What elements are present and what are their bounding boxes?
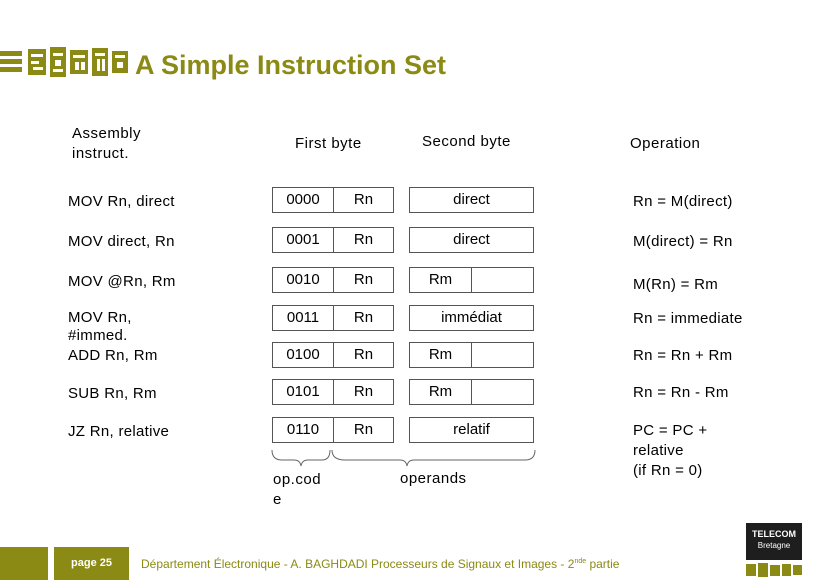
operation-text: M(direct) = Rn [633, 233, 733, 250]
second-byte-cell: immédiat [441, 309, 502, 326]
second-byte-box [409, 305, 534, 331]
footer-mini-logo [746, 562, 802, 578]
register-cell: Rn [353, 231, 374, 248]
assembly-instruction: MOV Rn, #immed. [68, 309, 132, 344]
brace-marks [270, 448, 540, 468]
first-byte-box [272, 342, 394, 368]
assembly-instruction: MOV direct, Rn [68, 233, 175, 250]
first-byte-box [272, 187, 394, 213]
header-assembly: Assembly instruct. [72, 125, 142, 162]
opcode-cell: 0011 [286, 309, 320, 326]
register-cell: Rn [353, 421, 374, 438]
operands-brace-label: operands [400, 470, 467, 487]
second-byte-cell: Rm [428, 383, 453, 400]
operation-text: PC = PC + relative (if Rn = 0) [633, 422, 708, 479]
first-byte-box [272, 305, 394, 331]
opcode-cell: 0100 [286, 346, 320, 363]
slide-title: A Simple Instruction Set [135, 50, 447, 80]
footer-course: Processeurs de Signaux et Images - 2nde partie [371, 557, 620, 571]
opcode-cell: 0000 [286, 191, 320, 208]
register-cell: Rn [353, 309, 374, 326]
second-byte-box [409, 417, 534, 443]
opcode-cell: 0101 [286, 383, 320, 400]
opcode-cell: 0001 [286, 231, 320, 248]
operation-text: M(Rn) = Rm [633, 276, 719, 293]
telecom-bretagne-logo: TELECOM Bretagne [746, 523, 802, 560]
opcode-cell: 0010 [286, 271, 320, 288]
assembly-instruction: ADD Rn, Rm [68, 347, 158, 364]
register-cell: Rn [353, 191, 374, 208]
second-byte-cell: Rm [428, 271, 453, 288]
second-byte-box [409, 379, 534, 405]
first-byte-box [272, 267, 394, 293]
footer-accent-bar [0, 547, 48, 580]
register-cell: Rn [353, 346, 374, 363]
operation-text: Rn = Rn + Rm [633, 347, 733, 364]
operation-text: Rn = immediate [633, 310, 743, 327]
assembly-instruction: SUB Rn, Rm [68, 385, 157, 402]
register-cell: Rn [353, 383, 374, 400]
first-byte-box [272, 417, 394, 443]
header-second-byte: Second byte [422, 133, 511, 150]
assembly-instruction: JZ Rn, relative [68, 423, 170, 440]
operation-text: Rn = Rn - Rm [633, 384, 729, 401]
assembly-instruction: MOV @Rn, Rm [68, 273, 176, 290]
page-number: page 25 [54, 547, 129, 580]
second-byte-box [409, 342, 534, 368]
register-cell: Rn [353, 271, 374, 288]
second-byte-cell: direct [453, 231, 490, 248]
second-byte-cell: direct [453, 191, 490, 208]
second-byte-cell: relatif [453, 421, 490, 438]
second-byte-box [409, 267, 534, 293]
second-byte-cell: Rm [428, 346, 453, 363]
first-byte-box [272, 379, 394, 405]
header-first-byte: First byte [295, 135, 362, 152]
footer-department: Département Électronique - A. BAGHDADI [141, 557, 368, 571]
second-byte-box [409, 227, 534, 253]
opcode-brace-label: op.cod e [273, 471, 322, 508]
first-byte-box [272, 227, 394, 253]
second-byte-box [409, 187, 534, 213]
institution-logo [0, 45, 130, 88]
operation-text: Rn = M(direct) [633, 193, 733, 210]
opcode-cell: 0110 [286, 421, 320, 438]
assembly-instruction: MOV Rn, direct [68, 193, 175, 210]
header-operation: Operation [630, 135, 701, 152]
